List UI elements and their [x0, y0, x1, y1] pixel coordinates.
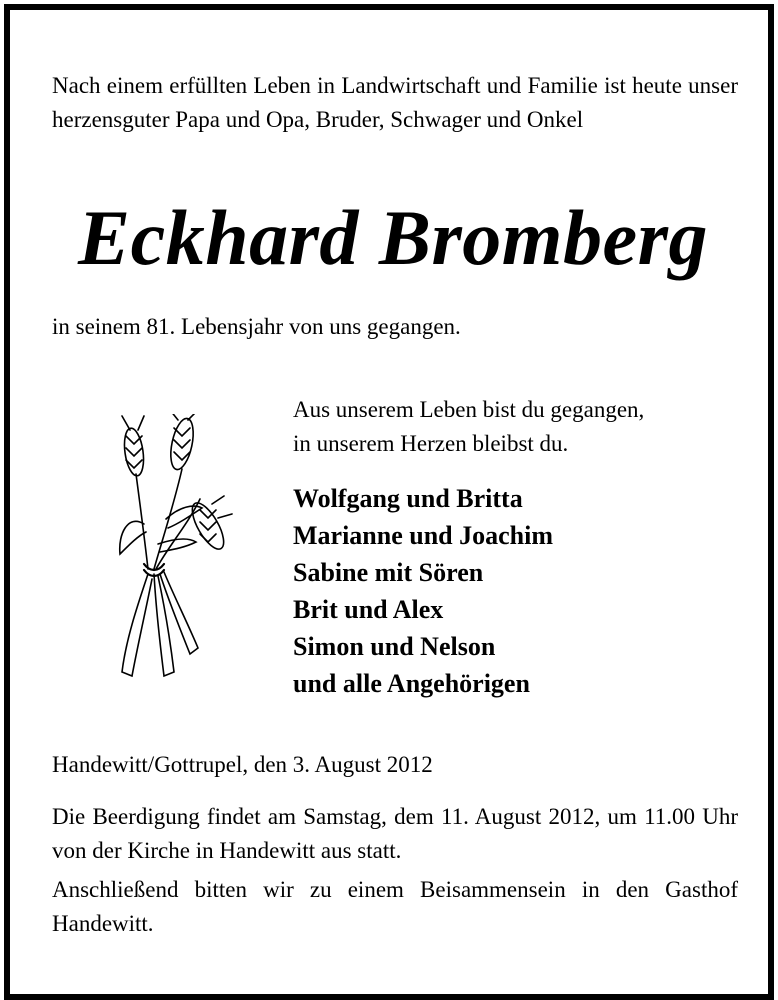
mourner-name: Sabine mit Sören [293, 558, 484, 587]
reception-info: Anschließend bitten wir zu einem Beisammensein in den Gasthof Handewitt. [52, 877, 738, 936]
mourners-list [293, 480, 553, 702]
motto [293, 393, 753, 461]
motto-line: Aus unserem Leben bist du gegangen, [293, 397, 645, 422]
age-line: in seinem 81. Lebensjahr von uns gegangen. [52, 314, 461, 339]
place-date: Handewitt/Gottrupel, den 3. August 2012 [52, 752, 433, 777]
mourner-name: und alle Angehörigen [293, 669, 530, 698]
mourner-name: Wolfgang und Britta [293, 484, 523, 513]
intro-text: Nach einem erfüllten Leben in Landwirtschaft und Familie ist heute unser herzensguter Papa und Opa, Bruder, Schwager und Onkel [52, 73, 738, 132]
mourner-name: Marianne und Joachim [293, 521, 554, 550]
mourner-name: Simon und Nelson [293, 632, 496, 661]
funeral-info: Die Beerdigung findet am Samstag, dem 11. August 2012, um 11.00 Uhr von der Kirche in Handewitt aus statt. [52, 804, 738, 863]
mourner-name: Brit und Alex [293, 595, 444, 624]
motto-line: in unserem Herzen bleibst du. [293, 431, 569, 456]
deceased-name: Eckhard Bromberg [78, 194, 708, 281]
obituary-frame [4, 4, 774, 1000]
wheat-sheaf-icon [108, 414, 238, 684]
